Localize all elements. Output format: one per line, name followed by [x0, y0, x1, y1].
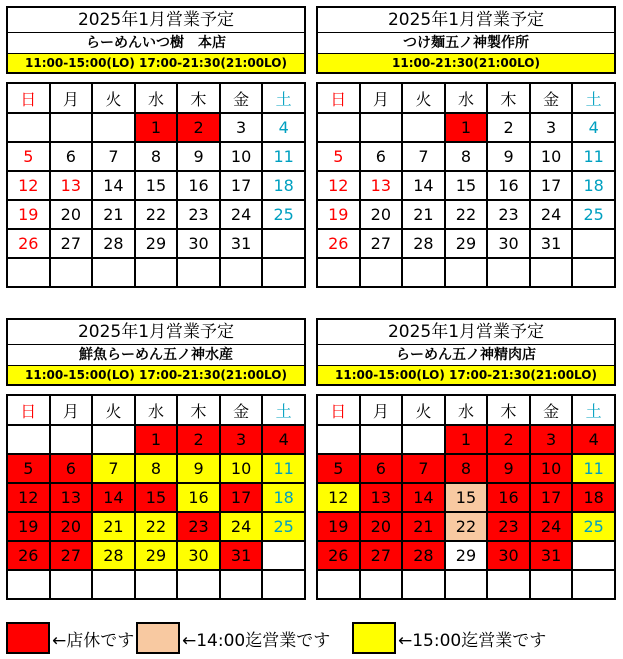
- calendar-day-cell: [360, 425, 403, 454]
- calendar-day-cell: 27: [360, 229, 403, 258]
- business-hours: 11:00-21:30(21:00LO): [318, 54, 614, 72]
- calendar-day-cell: 10: [530, 454, 573, 483]
- calendar-day-cell: 14: [402, 483, 445, 512]
- calendar-day-cell: [7, 258, 50, 287]
- calendar-day-cell: 18: [262, 171, 305, 200]
- calendar-day-cell: 23: [487, 200, 530, 229]
- calendar-day-cell: [7, 113, 50, 142]
- calendar-day-cell: 30: [177, 541, 220, 570]
- weekday-label: 日: [7, 83, 50, 113]
- calendar-day-cell: 12: [317, 171, 360, 200]
- calendar-day-cell: 17: [220, 171, 263, 200]
- weekday-label: 水: [445, 83, 488, 113]
- weekday-label: 月: [360, 395, 403, 425]
- calendar-day-cell: 13: [50, 483, 93, 512]
- weekday-label: 金: [220, 395, 263, 425]
- week-row: [317, 483, 615, 512]
- calendar-day-cell: 11: [572, 454, 615, 483]
- weekday-header-row: [7, 83, 305, 113]
- weekday-label: 木: [177, 395, 220, 425]
- calendar-day-cell: 15: [445, 171, 488, 200]
- calendar-day-cell: 13: [360, 483, 403, 512]
- calendar-day-cell: [262, 229, 305, 258]
- week-row: [7, 200, 305, 229]
- calendar-day-cell: 29: [135, 541, 178, 570]
- calendar-day-cell: [177, 570, 220, 599]
- panel-title: 2025年1月営業予定: [8, 320, 304, 345]
- calendar-day-cell: 25: [572, 512, 615, 541]
- calendar-day-cell: 29: [445, 229, 488, 258]
- weekday-label: 木: [177, 83, 220, 113]
- calendar-day-cell: 6: [360, 454, 403, 483]
- calendar-day-cell: 29: [135, 229, 178, 258]
- legend-closed-label: ←店休です: [52, 631, 135, 651]
- calendar-day-cell: 19: [7, 512, 50, 541]
- calendar-day-cell: 24: [220, 512, 263, 541]
- calendar-day-cell: 12: [7, 483, 50, 512]
- calendar-day-cell: [262, 541, 305, 570]
- weekday-label: 月: [50, 83, 93, 113]
- calendar-day-cell: 2: [487, 425, 530, 454]
- calendar-day-cell: [572, 229, 615, 258]
- calendar-day-cell: 1: [445, 425, 488, 454]
- calendar-day-cell: 7: [402, 454, 445, 483]
- calendar-day-cell: 1: [135, 425, 178, 454]
- calendar-day-cell: 11: [262, 142, 305, 171]
- weekday-label: 金: [530, 83, 573, 113]
- calendar-day-cell: 13: [50, 171, 93, 200]
- calendar-day-cell: 8: [135, 142, 178, 171]
- calendar-day-cell: 11: [262, 454, 305, 483]
- calendar-day-cell: [445, 570, 488, 599]
- calendar-day-cell: [402, 113, 445, 142]
- week-row: [317, 512, 615, 541]
- calendar-day-cell: [317, 258, 360, 287]
- calendar-day-cell: 26: [317, 541, 360, 570]
- week-row: [7, 171, 305, 200]
- calendar-panel-honten: [6, 6, 306, 288]
- legend-closed-swatch: [6, 622, 50, 654]
- week-row: [317, 425, 615, 454]
- week-row: [7, 229, 305, 258]
- weekday-label: 日: [317, 83, 360, 113]
- calendar-day-cell: 19: [7, 200, 50, 229]
- week-row: [317, 541, 615, 570]
- legend-until15-label: ←15:00迄営業です: [398, 631, 547, 651]
- calendar-grid: [316, 82, 616, 288]
- weekday-label: 火: [92, 395, 135, 425]
- calendar-day-cell: 9: [177, 454, 220, 483]
- calendar-day-cell: 31: [530, 541, 573, 570]
- calendar-day-cell: [7, 425, 50, 454]
- calendar-day-cell: [135, 258, 178, 287]
- calendar-day-cell: 3: [530, 113, 573, 142]
- week-row: [7, 142, 305, 171]
- week-row: [317, 454, 615, 483]
- calendar-day-cell: [317, 425, 360, 454]
- weekday-label: 木: [487, 395, 530, 425]
- weekday-label: 日: [317, 395, 360, 425]
- calendar-day-cell: 25: [262, 512, 305, 541]
- week-row: [7, 425, 305, 454]
- panel-title: 2025年1月営業予定: [318, 8, 614, 33]
- calendar-day-cell: 23: [177, 200, 220, 229]
- week-row: [7, 113, 305, 142]
- calendar-day-cell: 30: [487, 229, 530, 258]
- calendar-grid: [6, 82, 306, 288]
- calendar-day-cell: 25: [262, 200, 305, 229]
- weekday-header-row: [7, 395, 305, 425]
- calendar-day-cell: 24: [530, 512, 573, 541]
- calendar-day-cell: 14: [92, 171, 135, 200]
- calendar-day-cell: [317, 570, 360, 599]
- calendar-day-cell: 29: [445, 541, 488, 570]
- weekday-label: 火: [92, 83, 135, 113]
- calendar-day-cell: 19: [317, 512, 360, 541]
- weekday-label: 土: [572, 395, 615, 425]
- calendar-day-cell: 13: [360, 171, 403, 200]
- calendar-day-cell: 21: [402, 512, 445, 541]
- calendar-day-cell: 21: [92, 200, 135, 229]
- calendar-day-cell: 31: [220, 541, 263, 570]
- calendar-day-cell: [360, 258, 403, 287]
- weekday-label: 金: [220, 83, 263, 113]
- weekday-header-row: [317, 395, 615, 425]
- calendar-day-cell: [262, 258, 305, 287]
- calendar-day-cell: 10: [530, 142, 573, 171]
- calendar-day-cell: 23: [487, 512, 530, 541]
- calendar-day-cell: [572, 570, 615, 599]
- calendar-day-cell: 8: [135, 454, 178, 483]
- calendar-day-cell: [402, 570, 445, 599]
- weekday-label: 金: [530, 395, 573, 425]
- calendar-day-cell: [530, 258, 573, 287]
- calendar-day-cell: 19: [317, 200, 360, 229]
- calendar-day-cell: 5: [7, 454, 50, 483]
- calendar-day-cell: [92, 258, 135, 287]
- weekday-label: 月: [50, 395, 93, 425]
- calendar-day-cell: 4: [262, 113, 305, 142]
- business-hours: 11:00-15:00(LO) 17:00-21:30(21:00LO): [8, 366, 304, 384]
- calendar-day-cell: 26: [7, 541, 50, 570]
- calendar-day-cell: 10: [220, 454, 263, 483]
- legend-until14-label: ←14:00迄営業です: [182, 631, 331, 651]
- calendar-day-cell: 20: [360, 200, 403, 229]
- calendar-grid: [6, 394, 306, 600]
- calendar-day-cell: [135, 570, 178, 599]
- weekday-label: 水: [135, 83, 178, 113]
- calendar-day-cell: 22: [135, 200, 178, 229]
- calendar-day-cell: 15: [445, 483, 488, 512]
- calendar-day-cell: [445, 258, 488, 287]
- calendar-day-cell: 18: [262, 483, 305, 512]
- calendar-day-cell: [402, 258, 445, 287]
- calendar-day-cell: [530, 570, 573, 599]
- calendar-day-cell: 5: [7, 142, 50, 171]
- calendar-day-cell: 15: [135, 483, 178, 512]
- calendar-day-cell: 7: [402, 142, 445, 171]
- calendar-day-cell: 3: [220, 425, 263, 454]
- week-row: [7, 258, 305, 287]
- calendar-day-cell: 22: [445, 512, 488, 541]
- calendar-day-cell: 27: [50, 229, 93, 258]
- weekday-label: 木: [487, 83, 530, 113]
- calendar-day-cell: 7: [92, 454, 135, 483]
- week-row: [317, 171, 615, 200]
- calendar-day-cell: 26: [7, 229, 50, 258]
- calendar-day-cell: 12: [317, 483, 360, 512]
- calendar-day-cell: [402, 425, 445, 454]
- week-row: [317, 570, 615, 599]
- store-name: 鮮魚らーめん五ノ神水産: [8, 345, 304, 366]
- calendar-day-cell: [92, 570, 135, 599]
- calendar-day-cell: 5: [317, 454, 360, 483]
- store-name: つけ麺五ノ神製作所: [318, 33, 614, 54]
- calendar-day-cell: 22: [135, 512, 178, 541]
- week-row: [317, 113, 615, 142]
- calendar-day-cell: [220, 258, 263, 287]
- calendar-day-cell: 20: [50, 512, 93, 541]
- calendar-day-cell: [360, 113, 403, 142]
- weekday-label: 土: [262, 83, 305, 113]
- week-row: [7, 570, 305, 599]
- business-hours: 11:00-15:00(LO) 17:00-21:30(21:00LO): [8, 54, 304, 72]
- calendar-day-cell: 6: [360, 142, 403, 171]
- calendar-day-cell: 16: [177, 171, 220, 200]
- calendar-day-cell: 16: [177, 483, 220, 512]
- calendar-day-cell: [487, 258, 530, 287]
- calendar-panel-suisan: [6, 318, 306, 600]
- calendar-day-cell: [92, 425, 135, 454]
- week-row: [7, 541, 305, 570]
- store-name: らーめんいつ樹 本店: [8, 33, 304, 54]
- calendar-day-cell: 11: [572, 142, 615, 171]
- calendar-day-cell: 27: [360, 541, 403, 570]
- calendar-day-cell: 25: [572, 200, 615, 229]
- calendar-day-cell: 20: [360, 512, 403, 541]
- calendar-day-cell: 9: [177, 142, 220, 171]
- calendar-day-cell: 12: [7, 171, 50, 200]
- calendar-day-cell: [50, 258, 93, 287]
- calendar-day-cell: 26: [317, 229, 360, 258]
- calendar-day-cell: [7, 570, 50, 599]
- calendar-day-cell: [92, 113, 135, 142]
- calendar-day-cell: 14: [92, 483, 135, 512]
- calendar-day-cell: 22: [445, 200, 488, 229]
- calendar-day-cell: 8: [445, 142, 488, 171]
- week-row: [7, 483, 305, 512]
- week-row: [317, 142, 615, 171]
- calendar-panel-seinikuten: [316, 318, 616, 600]
- calendar-day-cell: [317, 113, 360, 142]
- store-name: らーめん五ノ神精肉店: [318, 345, 614, 366]
- calendar-day-cell: 15: [135, 171, 178, 200]
- calendar-day-cell: 17: [530, 171, 573, 200]
- week-row: [7, 454, 305, 483]
- calendar-day-cell: 7: [92, 142, 135, 171]
- calendar-day-cell: 10: [220, 142, 263, 171]
- legend: [6, 622, 618, 654]
- panel-header: [6, 6, 306, 74]
- business-hours: 11:00-15:00(LO) 17:00-21:30(21:00LO): [318, 366, 614, 384]
- calendar-day-cell: 27: [50, 541, 93, 570]
- calendar-panel-seisakusho: [316, 6, 616, 288]
- calendar-day-cell: 2: [487, 113, 530, 142]
- weekday-label: 水: [135, 395, 178, 425]
- calendar-day-cell: 14: [402, 171, 445, 200]
- calendar-day-cell: 30: [487, 541, 530, 570]
- calendar-day-cell: 4: [572, 425, 615, 454]
- calendar-day-cell: 18: [572, 171, 615, 200]
- calendar-day-cell: 9: [487, 142, 530, 171]
- calendar-day-cell: 28: [402, 541, 445, 570]
- calendar-day-cell: [262, 570, 305, 599]
- calendar-day-cell: 8: [445, 454, 488, 483]
- calendar-day-cell: 2: [177, 425, 220, 454]
- weekday-label: 火: [402, 395, 445, 425]
- calendar-grid: [316, 394, 616, 600]
- calendar-day-cell: [487, 570, 530, 599]
- calendar-day-cell: 4: [572, 113, 615, 142]
- weekday-label: 日: [7, 395, 50, 425]
- calendar-day-cell: 21: [402, 200, 445, 229]
- calendar-day-cell: 16: [487, 483, 530, 512]
- calendar-day-cell: 3: [530, 425, 573, 454]
- calendar-day-cell: [220, 570, 263, 599]
- calendar-day-cell: [572, 258, 615, 287]
- calendar-day-cell: 16: [487, 171, 530, 200]
- calendar-day-cell: 23: [177, 512, 220, 541]
- calendar-day-cell: [50, 425, 93, 454]
- panel-header: [316, 318, 616, 386]
- calendar-day-cell: 31: [220, 229, 263, 258]
- calendar-day-cell: 28: [92, 229, 135, 258]
- weekday-label: 火: [402, 83, 445, 113]
- legend-until14-swatch: [136, 622, 180, 654]
- week-row: [317, 200, 615, 229]
- calendar-day-cell: 9: [487, 454, 530, 483]
- week-row: [317, 229, 615, 258]
- calendar-day-cell: 1: [445, 113, 488, 142]
- legend-until15-swatch: [352, 622, 396, 654]
- calendar-day-cell: 1: [135, 113, 178, 142]
- calendar-day-cell: 3: [220, 113, 263, 142]
- calendar-day-cell: 6: [50, 454, 93, 483]
- calendar-day-cell: 18: [572, 483, 615, 512]
- weekday-label: 土: [262, 395, 305, 425]
- calendar-day-cell: 31: [530, 229, 573, 258]
- week-row: [7, 512, 305, 541]
- weekday-label: 水: [445, 395, 488, 425]
- calendar-day-cell: [572, 541, 615, 570]
- calendar-day-cell: [360, 570, 403, 599]
- calendar-day-cell: 2: [177, 113, 220, 142]
- calendar-day-cell: 30: [177, 229, 220, 258]
- calendar-day-cell: 28: [402, 229, 445, 258]
- weekday-header-row: [317, 83, 615, 113]
- calendar-day-cell: 21: [92, 512, 135, 541]
- calendar-day-cell: 17: [220, 483, 263, 512]
- calendar-day-cell: 5: [317, 142, 360, 171]
- weekday-label: 月: [360, 83, 403, 113]
- panel-title: 2025年1月営業予定: [8, 8, 304, 33]
- calendar-day-cell: 28: [92, 541, 135, 570]
- panel-title: 2025年1月営業予定: [318, 320, 614, 345]
- panel-header: [6, 318, 306, 386]
- calendar-day-cell: 17: [530, 483, 573, 512]
- week-row: [317, 258, 615, 287]
- calendar-day-cell: 6: [50, 142, 93, 171]
- calendar-day-cell: [177, 258, 220, 287]
- panel-header: [316, 6, 616, 74]
- calendar-day-cell: 4: [262, 425, 305, 454]
- calendar-day-cell: 20: [50, 200, 93, 229]
- weekday-label: 土: [572, 83, 615, 113]
- calendar-day-cell: 24: [220, 200, 263, 229]
- calendar-day-cell: [50, 113, 93, 142]
- calendar-day-cell: 24: [530, 200, 573, 229]
- calendar-day-cell: [50, 570, 93, 599]
